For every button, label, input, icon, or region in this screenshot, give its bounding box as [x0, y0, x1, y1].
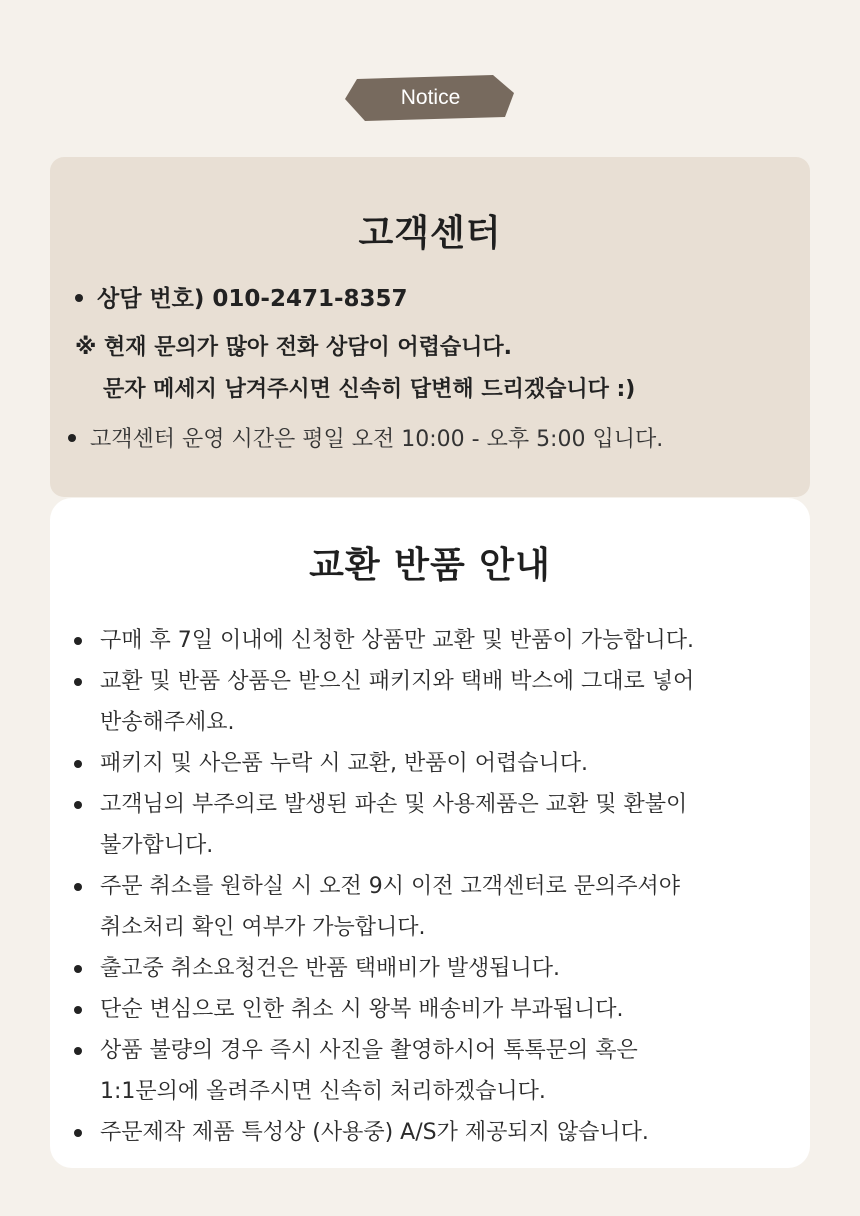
bullet-icon — [74, 1047, 82, 1055]
list-item-text: 상품 불량의 경우 즉시 사진을 촬영하시어 톡톡문의 혹은 — [100, 1038, 638, 1063]
bullet-icon — [74, 883, 82, 891]
bullet-icon — [74, 965, 82, 973]
customer-center-phone — [75, 280, 408, 313]
customer-center-hours — [68, 422, 663, 453]
bullet-icon — [74, 1006, 82, 1014]
bullet-icon — [74, 760, 82, 768]
list-item — [74, 620, 774, 661]
bullet-icon — [74, 1129, 82, 1137]
exchange-return-title: 교환 반품 안내 — [309, 545, 551, 586]
list-item-text: 주문 취소를 원하실 시 오전 9시 이전 고객센터로 문의주셔야 — [100, 874, 680, 899]
list-item — [74, 784, 774, 866]
bullet-icon — [75, 294, 83, 302]
list-item-text: 단순 변심으로 인한 취소 시 왕복 배송비가 부과됩니다. — [100, 997, 624, 1022]
exchange-return-list — [74, 620, 774, 1153]
hours-text: 고객센터 운영 시간은 평일 오전 10:00 - 오후 5:00 입니다. — [90, 427, 664, 452]
bullet-icon — [74, 637, 82, 645]
list-item — [74, 661, 774, 743]
customer-center-note-line2: 문자 메세지 남겨주시면 신속히 답변해 드리겠습니다 :) — [103, 377, 636, 402]
list-item — [74, 866, 774, 948]
customer-center-title: 고객센터 — [358, 213, 502, 254]
phone-text: 상담 번호) 010-2471-8357 — [97, 286, 408, 312]
list-item-text: 주문제작 제품 특성상 (사용중) A/S가 제공되지 않습니다. — [100, 1120, 649, 1145]
list-item — [74, 1030, 774, 1112]
list-item — [74, 948, 774, 989]
bullet-icon — [68, 434, 76, 442]
list-item — [74, 1112, 774, 1153]
list-item-text: 구매 후 7일 이내에 신청한 상품만 교환 및 반품이 가능합니다. — [100, 628, 694, 653]
list-item-text: 반송해주세요. — [100, 710, 235, 735]
list-item — [74, 743, 774, 784]
notice-badge-label: Notice — [400, 86, 461, 109]
list-item-text: 불가합니다. — [100, 833, 214, 858]
bullet-icon — [74, 801, 82, 809]
bullet-icon — [74, 678, 82, 686]
list-item — [74, 989, 774, 1030]
customer-center-note-line1: ※ 현재 문의가 많아 전화 상담이 어렵습니다. — [75, 335, 512, 360]
notice-badge — [343, 73, 518, 123]
list-item-text: 패키지 및 사은품 누락 시 교환, 반품이 어렵습니다. — [100, 751, 588, 776]
list-item-text: 1:1문의에 올려주시면 신속히 처리하겠습니다. — [100, 1079, 546, 1104]
list-item-text: 교환 및 반품 상품은 받으신 패키지와 택배 박스에 그대로 넣어 — [100, 669, 695, 694]
list-item-text: 취소처리 확인 여부가 가능합니다. — [100, 915, 426, 940]
list-item-text: 고객님의 부주의로 발생된 파손 및 사용제품은 교환 및 환불이 — [100, 792, 688, 817]
list-item-text: 출고중 취소요청건은 반품 택배비가 발생됩니다. — [100, 956, 561, 981]
